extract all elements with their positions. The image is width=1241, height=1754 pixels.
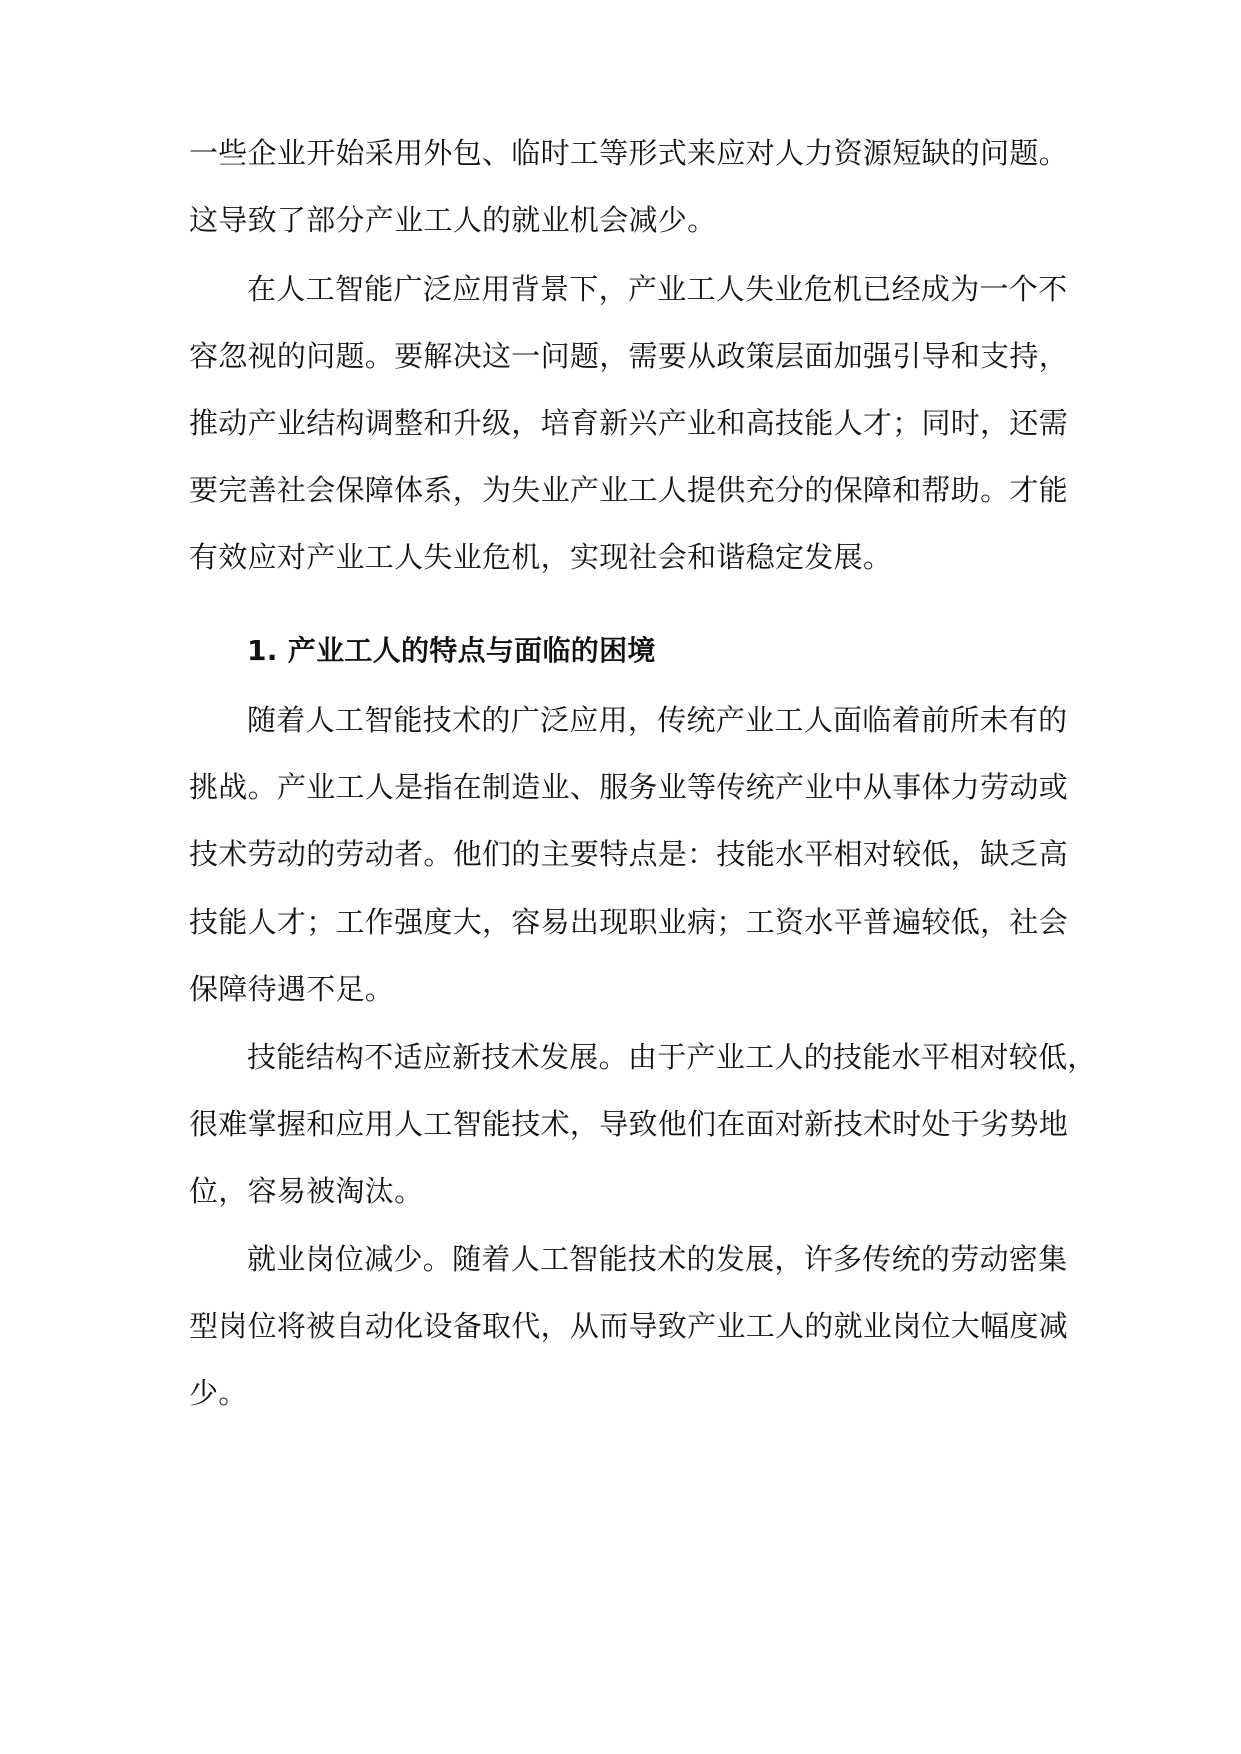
paragraph-3-line-3: 技术劳动的劳动者。他们的主要特点是：技能水平相对较低，缺乏高 bbox=[189, 837, 1069, 871]
paragraph-2-line-2: 容忽视的问题。要解决这一问题，需要从政策层面加强引导和支持， bbox=[189, 339, 1069, 373]
paragraph-3-line-2: 挑战。产业工人是指在制造业、服务业等传统产业中从事体力劳动或 bbox=[189, 770, 1069, 804]
paragraph-4-line-2: 很难掌握和应用人工智能技术，导致他们在面对新技术时处于劣势地 bbox=[189, 1107, 1069, 1141]
paragraph-4-line-1: 技能结构不适应新技术发展。由于产业工人的技能水平相对较低， bbox=[247, 1040, 1097, 1074]
paragraph-4-line-3: 位，容易被淘汰。 bbox=[189, 1174, 424, 1208]
paragraph-2-line-5: 有效应对产业工人失业危机，实现社会和谐稳定发展。 bbox=[189, 540, 893, 574]
paragraph-3-line-1: 随着人工智能技术的广泛应用，传统产业工人面临着前所未有的 bbox=[247, 703, 1068, 737]
section-heading: 1. 产业工人的特点与面临的困境 bbox=[247, 634, 656, 667]
paragraph-2-line-3: 推动产业结构调整和升级，培育新兴产业和高技能人才；同时，还需 bbox=[189, 406, 1069, 440]
paragraph-3-line-4: 技能人才；工作强度大，容易出现职业病；工资水平普遍较低，社会 bbox=[189, 905, 1069, 939]
paragraph-3-line-5: 保障待遇不足。 bbox=[189, 972, 395, 1006]
paragraph-5-line-3: 少。 bbox=[189, 1376, 248, 1410]
paragraph-5-line-1: 就业岗位减少。随着人工智能技术的发展，许多传统的劳动密集 bbox=[247, 1242, 1068, 1276]
paragraph-1-line-1: 一些企业开始采用外包、临时工等形式来应对人力资源短缺的问题。 bbox=[189, 136, 1069, 170]
paragraph-5-line-2: 型岗位将被自动化设备取代，从而导致产业工人的就业岗位大幅度减 bbox=[189, 1309, 1069, 1343]
paragraph-2-line-1: 在人工智能广泛应用背景下，产业工人失业危机已经成为一个不 bbox=[247, 272, 1068, 306]
paragraph-2-line-4: 要完善社会保障体系，为失业产业工人提供充分的保障和帮助。才能 bbox=[189, 473, 1069, 507]
paragraph-1-line-2: 这导致了部分产业工人的就业机会减少。 bbox=[189, 203, 717, 237]
